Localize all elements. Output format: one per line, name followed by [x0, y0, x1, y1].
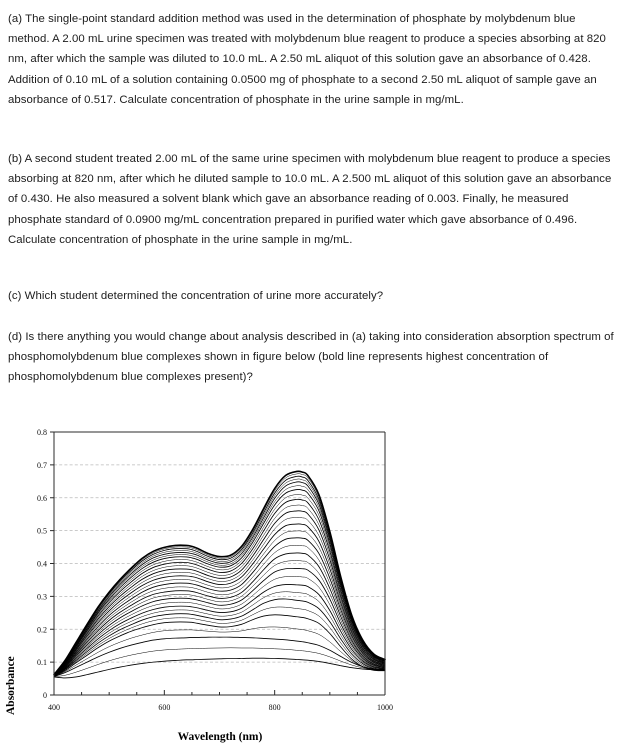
question-d-text: (d) Is there anything you would change about analysis described in (a) taking into consideration absorption spectrum of phosphomolybdenum blue complexes shown in figure below (bold line represents highest concentration of phosphomolybdenum blue complexes present)?: [8, 331, 614, 384]
spectrum-curve: [54, 615, 385, 676]
y-tick-label: 0: [43, 691, 47, 700]
question-c-text: (c) Which student determined the concentration of urine more accurately?: [8, 290, 384, 302]
spectrum-curves: [54, 471, 385, 678]
x-tick-label: 600: [158, 703, 171, 712]
y-tick-label: 0.5: [37, 526, 47, 536]
y-tick-label: 0.2: [37, 625, 47, 635]
y-tick-label: 0.3: [37, 592, 47, 602]
x-axis-title: Wavelength (nm): [177, 731, 263, 743]
x-tick-label: 800: [268, 703, 281, 712]
spectrum-curve-intermediate: [54, 486, 385, 675]
spectrum-curve-intermediate: [54, 607, 385, 676]
y-tick-label: 0.6: [37, 493, 47, 503]
absorption-spectrum-chart: [0, 415, 420, 747]
x-tick-label: 1000: [377, 703, 393, 712]
question-a-text: (a) The single-point standard addition method was used in the determination of phosphate by molybdenum blue method. A 2.00 mL urine specimen was treated with molybdenum blue reagent to produce a species absorbing at 820 nm, after which the sample was diluted to 10.0 mL. A 2.50 mL aliquot of this solution gave an absorbance of 0.428. Addition of 0.10 mL of a solution containing 0.0500 mg of phosphate to a second 2.50 mL aliquot of sample gave an absorbance of 0.517. Calculate concentration of phosphate in the urine sample in mg/mL.: [8, 13, 606, 106]
y-tick-label: 0.4: [37, 559, 47, 569]
y-tick-label: 0.8: [37, 428, 47, 437]
question-b-text: (b) A second student treated 2.00 mL of the same urine specimen with molybdenum blue reagent to produce a species absorbing at 820 nm, after which he diluted sample to 10.0 mL. A 2.500 mL aliquot of this solution gave an absorbance of 0.430. He also measured a solvent blank which gave an absorbance reading of 0.003. Finally, he measured phosphate standard of 0.0900 mg/mL concentration prepared in purified water which gave absorbance of 0.496. Calculate concentration of phosphate in the urine sample in mg/mL.: [8, 153, 612, 246]
y-tick-label: 0.1: [37, 658, 47, 668]
y-axis-title: Absorbance: [5, 656, 17, 715]
spectrum-curve: [54, 658, 385, 678]
absorption-spectrum-figure: [0, 415, 420, 747]
x-tick-label: 400: [48, 703, 60, 712]
y-tick-label: 0.7: [37, 460, 47, 470]
